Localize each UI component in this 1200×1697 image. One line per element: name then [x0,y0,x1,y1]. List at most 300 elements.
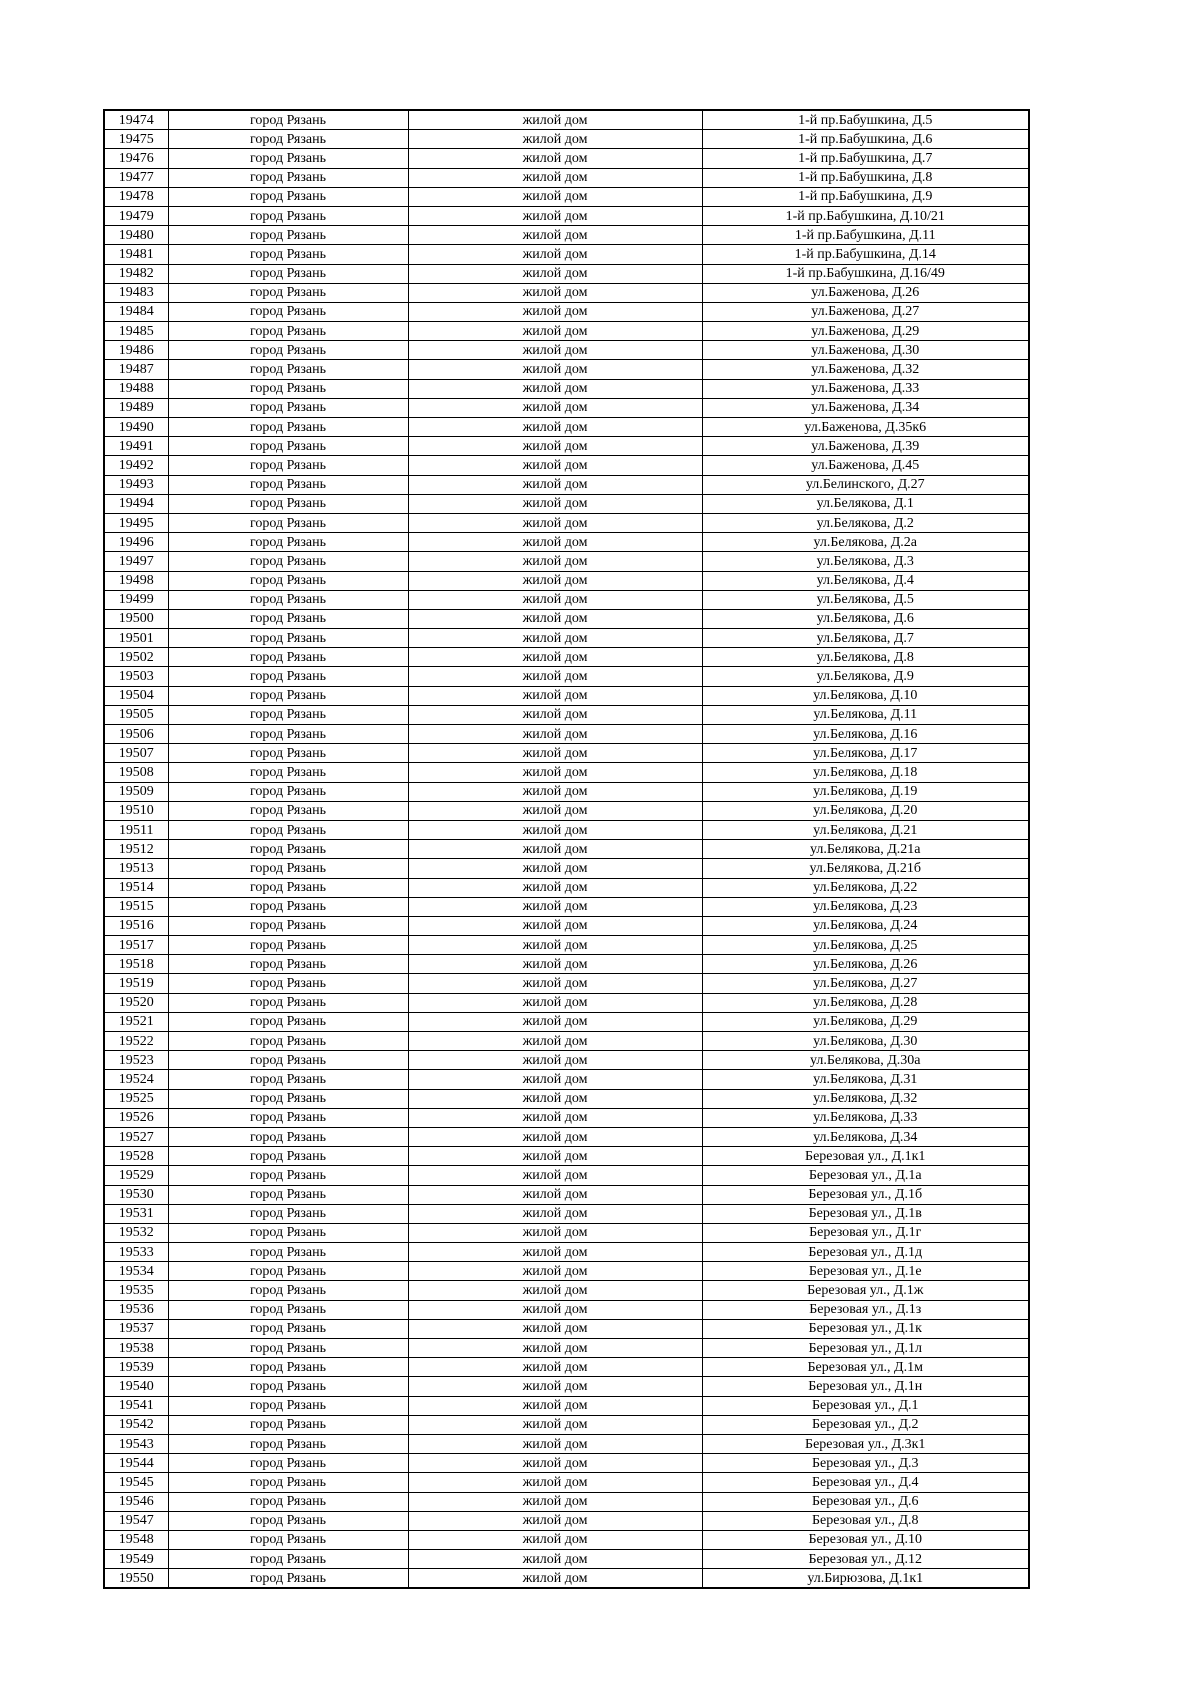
address-cell: Березовая ул., Д.1а [702,1166,1029,1185]
city-cell: город Рязань [168,1070,408,1089]
table-row [104,667,1029,686]
table-row [104,859,1029,878]
address-cell: 1-й пр.Бабушкина, Д.5 [702,110,1029,130]
row-number-cell: 19532 [104,1223,168,1242]
row-number-cell: 19538 [104,1339,168,1358]
address-cell: ул.Баженова, Д.27 [702,302,1029,321]
city-cell: город Рязань [168,1223,408,1242]
building-type-cell: жилой дом [408,149,702,168]
city-cell: город Рязань [168,801,408,820]
row-number-cell: 19527 [104,1127,168,1146]
city-cell: город Рязань [168,168,408,187]
building-type-cell: жилой дом [408,264,702,283]
building-type-cell: жилой дом [408,744,702,763]
building-type-cell: жилой дом [408,1415,702,1434]
row-number-cell: 19501 [104,629,168,648]
table-row [104,840,1029,859]
table-row [104,936,1029,955]
row-number-cell: 19513 [104,859,168,878]
table-row [104,1166,1029,1185]
city-cell: город Рязань [168,878,408,897]
row-number-cell: 19493 [104,475,168,494]
row-number-cell: 19503 [104,667,168,686]
building-type-cell: жилой дом [408,705,702,724]
city-cell: город Рязань [168,609,408,628]
building-type-cell: жилой дом [408,379,702,398]
city-cell: город Рязань [168,1185,408,1204]
table-row [104,820,1029,839]
row-number-cell: 19515 [104,897,168,916]
row-number-cell: 19528 [104,1147,168,1166]
address-cell: 1-й пр.Бабушкина, Д.16/49 [702,264,1029,283]
table-row [104,1070,1029,1089]
row-number-cell: 19489 [104,398,168,417]
table-row [104,1569,1029,1589]
table-row [104,1243,1029,1262]
address-cell: ул.Белинского, Д.27 [702,475,1029,494]
table-row [104,1147,1029,1166]
building-type-cell: жилой дом [408,993,702,1012]
row-number-cell: 19481 [104,245,168,264]
row-number-cell: 19482 [104,264,168,283]
row-number-cell: 19522 [104,1032,168,1051]
row-number-cell: 19485 [104,322,168,341]
row-number-cell: 19523 [104,1051,168,1070]
city-cell: город Рязань [168,955,408,974]
city-cell: город Рязань [168,686,408,705]
table-row [104,1415,1029,1434]
table-row [104,264,1029,283]
city-cell: город Рязань [168,820,408,839]
table-row [104,1300,1029,1319]
building-type-cell: жилой дом [408,629,702,648]
address-cell: ул.Баженова, Д.26 [702,283,1029,302]
row-number-cell: 19520 [104,993,168,1012]
table-row [104,1262,1029,1281]
address-cell: ул.Белякова, Д.16 [702,725,1029,744]
city-cell: город Рязань [168,1454,408,1473]
city-cell: город Рязань [168,513,408,532]
building-type-cell: жилой дом [408,763,702,782]
address-cell: ул.Белякова, Д.21 [702,820,1029,839]
table-row [104,360,1029,379]
address-cell: ул.Баженова, Д.35к6 [702,418,1029,437]
address-cell: 1-й пр.Бабушкина, Д.9 [702,187,1029,206]
table-row [104,130,1029,149]
address-cell: Березовая ул., Д.2 [702,1415,1029,1434]
table-row [104,513,1029,532]
row-number-cell: 19480 [104,226,168,245]
address-cell: Березовая ул., Д.1г [702,1223,1029,1242]
building-type-cell: жилой дом [408,226,702,245]
row-number-cell: 19507 [104,744,168,763]
table-row [104,1454,1029,1473]
row-number-cell: 19529 [104,1166,168,1185]
table-row [104,494,1029,513]
city-cell: город Рязань [168,418,408,437]
building-type-cell: жилой дом [408,686,702,705]
building-type-cell: жилой дом [408,1012,702,1031]
table-row [104,283,1029,302]
building-type-cell: жилой дом [408,1281,702,1300]
city-cell: город Рязань [168,1339,408,1358]
city-cell: город Рязань [168,916,408,935]
table-row [104,1377,1029,1396]
table-row [104,1319,1029,1338]
building-type-cell: жилой дом [408,437,702,456]
row-number-cell: 19483 [104,283,168,302]
city-cell: город Рязань [168,782,408,801]
table-row [104,1530,1029,1549]
row-number-cell: 19488 [104,379,168,398]
table-row [104,226,1029,245]
address-cell: ул.Белякова, Д.27 [702,974,1029,993]
address-cell: ул.Белякова, Д.5 [702,590,1029,609]
building-type-cell: жилой дом [408,974,702,993]
city-cell: город Рязань [168,322,408,341]
building-type-cell: жилой дом [408,187,702,206]
building-type-cell: жилой дом [408,571,702,590]
row-number-cell: 19506 [104,725,168,744]
city-cell: город Рязань [168,398,408,417]
address-cell: ул.Белякова, Д.9 [702,667,1029,686]
row-number-cell: 19537 [104,1319,168,1338]
city-cell: город Рязань [168,936,408,955]
table-row [104,341,1029,360]
table-row [104,187,1029,206]
building-type-cell: жилой дом [408,878,702,897]
address-cell: Березовая ул., Д.1б [702,1185,1029,1204]
address-cell: 1-й пр.Бабушкина, Д.8 [702,168,1029,187]
building-type-cell: жилой дом [408,245,702,264]
building-type-cell: жилой дом [408,341,702,360]
city-cell: город Рязань [168,206,408,225]
address-cell: ул.Белякова, Д.22 [702,878,1029,897]
table-body [104,110,1029,1588]
row-number-cell: 19492 [104,456,168,475]
table-row [104,571,1029,590]
city-cell: город Рязань [168,1204,408,1223]
table-row [104,245,1029,264]
city-cell: город Рязань [168,302,408,321]
city-cell: город Рязань [168,1147,408,1166]
address-cell: ул.Белякова, Д.7 [702,629,1029,648]
city-cell: город Рязань [168,1377,408,1396]
city-cell: город Рязань [168,1051,408,1070]
row-number-cell: 19497 [104,552,168,571]
city-cell: город Рязань [168,1415,408,1434]
table-row [104,1223,1029,1242]
building-type-cell: жилой дом [408,1127,702,1146]
city-cell: город Рязань [168,571,408,590]
row-number-cell: 19500 [104,609,168,628]
building-type-cell: жилой дом [408,283,702,302]
row-number-cell: 19530 [104,1185,168,1204]
row-number-cell: 19499 [104,590,168,609]
building-type-cell: жилой дом [408,667,702,686]
building-type-cell: жилой дом [408,513,702,532]
city-cell: город Рязань [168,1319,408,1338]
address-cell: ул.Белякова, Д.21а [702,840,1029,859]
building-type-cell: жилой дом [408,1492,702,1511]
row-number-cell: 19486 [104,341,168,360]
city-cell: город Рязань [168,552,408,571]
row-number-cell: 19509 [104,782,168,801]
building-type-cell: жилой дом [408,859,702,878]
table-row [104,1358,1029,1377]
city-cell: город Рязань [168,1396,408,1415]
table-row [104,110,1029,130]
city-cell: город Рязань [168,437,408,456]
table-row [104,168,1029,187]
row-number-cell: 19478 [104,187,168,206]
address-cell: ул.Баженова, Д.39 [702,437,1029,456]
city-cell: город Рязань [168,590,408,609]
table-row [104,1108,1029,1127]
address-cell: ул.Белякова, Д.2 [702,513,1029,532]
building-type-cell: жилой дом [408,782,702,801]
address-cell: Березовая ул., Д.4 [702,1473,1029,1492]
row-number-cell: 19521 [104,1012,168,1031]
row-number-cell: 19476 [104,149,168,168]
table-row [104,206,1029,225]
city-cell: город Рязань [168,1569,408,1589]
city-cell: город Рязань [168,1300,408,1319]
table-row [104,705,1029,724]
building-type-cell: жилой дом [408,533,702,552]
row-number-cell: 19477 [104,168,168,187]
city-cell: город Рязань [168,226,408,245]
table-row [104,609,1029,628]
address-cell: ул.Белякова, Д.8 [702,648,1029,667]
building-type-cell: жилой дом [408,1032,702,1051]
row-number-cell: 19491 [104,437,168,456]
table-row [104,1185,1029,1204]
address-cell: 1-й пр.Бабушкина, Д.14 [702,245,1029,264]
building-type-cell: жилой дом [408,552,702,571]
city-cell: город Рязань [168,360,408,379]
table-row [104,322,1029,341]
city-cell: город Рязань [168,1127,408,1146]
city-cell: город Рязань [168,187,408,206]
building-type-cell: жилой дом [408,1454,702,1473]
building-type-cell: жилой дом [408,360,702,379]
building-type-cell: жилой дом [408,1358,702,1377]
building-type-cell: жилой дом [408,1511,702,1530]
building-type-cell: жилой дом [408,1339,702,1358]
row-number-cell: 19543 [104,1434,168,1453]
address-cell: Березовая ул., Д.1в [702,1204,1029,1223]
row-number-cell: 19541 [104,1396,168,1415]
table-row [104,1550,1029,1569]
city-cell: город Рязань [168,1243,408,1262]
city-cell: город Рязань [168,974,408,993]
city-cell: город Рязань [168,110,408,130]
address-cell: 1-й пр.Бабушкина, Д.10/21 [702,206,1029,225]
row-number-cell: 19539 [104,1358,168,1377]
address-cell: ул.Белякова, Д.17 [702,744,1029,763]
address-cell: ул.Белякова, Д.3 [702,552,1029,571]
address-cell: ул.Белякова, Д.34 [702,1127,1029,1146]
building-type-cell: жилой дом [408,1530,702,1549]
address-cell: Березовая ул., Д.1л [702,1339,1029,1358]
table-row [104,725,1029,744]
city-cell: город Рязань [168,667,408,686]
city-cell: город Рязань [168,1358,408,1377]
building-type-cell: жилой дом [408,840,702,859]
table-row [104,878,1029,897]
table-row [104,590,1029,609]
building-type-cell: жилой дом [408,936,702,955]
row-number-cell: 19518 [104,955,168,974]
building-type-cell: жилой дом [408,648,702,667]
address-cell: ул.Баженова, Д.33 [702,379,1029,398]
table-row [104,648,1029,667]
address-cell: Березовая ул., Д.3к1 [702,1434,1029,1453]
table-row [104,897,1029,916]
address-cell: ул.Белякова, Д.23 [702,897,1029,916]
row-number-cell: 19504 [104,686,168,705]
row-number-cell: 19475 [104,130,168,149]
table-row [104,686,1029,705]
city-cell: город Рязань [168,533,408,552]
address-cell: Березовая ул., Д.1н [702,1377,1029,1396]
address-cell: ул.Белякова, Д.24 [702,916,1029,935]
row-number-cell: 19534 [104,1262,168,1281]
address-table [103,109,1030,1589]
row-number-cell: 19510 [104,801,168,820]
row-number-cell: 19490 [104,418,168,437]
city-cell: город Рязань [168,149,408,168]
building-type-cell: жилой дом [408,820,702,839]
building-type-cell: жилой дом [408,1550,702,1569]
city-cell: город Рязань [168,1089,408,1108]
address-cell: Березовая ул., Д.1к [702,1319,1029,1338]
city-cell: город Рязань [168,1032,408,1051]
address-cell: ул.Баженова, Д.30 [702,341,1029,360]
row-number-cell: 19508 [104,763,168,782]
address-cell: 1-й пр.Бабушкина, Д.11 [702,226,1029,245]
row-number-cell: 19494 [104,494,168,513]
city-cell: город Рязань [168,859,408,878]
building-type-cell: жилой дом [408,609,702,628]
row-number-cell: 19517 [104,936,168,955]
address-cell: Березовая ул., Д.1з [702,1300,1029,1319]
row-number-cell: 19548 [104,1530,168,1549]
address-cell: ул.Белякова, Д.30 [702,1032,1029,1051]
address-cell: ул.Белякова, Д.30а [702,1051,1029,1070]
city-cell: город Рязань [168,283,408,302]
building-type-cell: жилой дом [408,1396,702,1415]
address-cell: Березовая ул., Д.12 [702,1550,1029,1569]
city-cell: город Рязань [168,1281,408,1300]
table-row [104,1473,1029,1492]
table-row [104,629,1029,648]
table-row [104,1434,1029,1453]
building-type-cell: жилой дом [408,1185,702,1204]
city-cell: город Рязань [168,744,408,763]
table-row [104,744,1029,763]
address-cell: ул.Белякова, Д.21б [702,859,1029,878]
table-row [104,1051,1029,1070]
building-type-cell: жилой дом [408,1051,702,1070]
building-type-cell: жилой дом [408,1223,702,1242]
city-cell: город Рязань [168,1262,408,1281]
row-number-cell: 19544 [104,1454,168,1473]
address-cell: ул.Баженова, Д.45 [702,456,1029,475]
building-type-cell: жилой дом [408,1569,702,1589]
address-cell: Березовая ул., Д.1е [702,1262,1029,1281]
row-number-cell: 19519 [104,974,168,993]
building-type-cell: жилой дом [408,418,702,437]
table-row [104,1339,1029,1358]
row-number-cell: 19549 [104,1550,168,1569]
row-number-cell: 19474 [104,110,168,130]
building-type-cell: жилой дом [408,590,702,609]
table-row [104,763,1029,782]
address-cell: ул.Бирюзова, Д.1к1 [702,1569,1029,1589]
row-number-cell: 19502 [104,648,168,667]
table-row [104,149,1029,168]
row-number-cell: 19542 [104,1415,168,1434]
table-row [104,302,1029,321]
row-number-cell: 19540 [104,1377,168,1396]
row-number-cell: 19512 [104,840,168,859]
city-cell: город Рязань [168,1012,408,1031]
row-number-cell: 19545 [104,1473,168,1492]
building-type-cell: жилой дом [408,955,702,974]
row-number-cell: 19514 [104,878,168,897]
row-number-cell: 19487 [104,360,168,379]
address-cell: 1-й пр.Бабушкина, Д.6 [702,130,1029,149]
city-cell: город Рязань [168,475,408,494]
city-cell: город Рязань [168,840,408,859]
address-cell: ул.Белякова, Д.2а [702,533,1029,552]
table-row [104,782,1029,801]
row-number-cell: 19536 [104,1300,168,1319]
address-cell: Березовая ул., Д.6 [702,1492,1029,1511]
building-type-cell: жилой дом [408,1089,702,1108]
address-cell: ул.Белякова, Д.32 [702,1089,1029,1108]
row-number-cell: 19495 [104,513,168,532]
city-cell: город Рязань [168,705,408,724]
building-type-cell: жилой дом [408,1147,702,1166]
building-type-cell: жилой дом [408,456,702,475]
building-type-cell: жилой дом [408,1300,702,1319]
building-type-cell: жилой дом [408,322,702,341]
table-row [104,552,1029,571]
building-type-cell: жилой дом [408,1262,702,1281]
table-row [104,475,1029,494]
city-cell: город Рязань [168,264,408,283]
row-number-cell: 19533 [104,1243,168,1262]
city-cell: город Рязань [168,456,408,475]
table-row [104,437,1029,456]
row-number-cell: 19505 [104,705,168,724]
address-cell: Березовая ул., Д.1д [702,1243,1029,1262]
row-number-cell: 19484 [104,302,168,321]
city-cell: город Рязань [168,1473,408,1492]
row-number-cell: 19525 [104,1089,168,1108]
address-cell: Березовая ул., Д.10 [702,1530,1029,1549]
city-cell: город Рязань [168,1108,408,1127]
table-row [104,379,1029,398]
row-number-cell: 19524 [104,1070,168,1089]
row-number-cell: 19479 [104,206,168,225]
building-type-cell: жилой дом [408,801,702,820]
building-type-cell: жилой дом [408,1204,702,1223]
table-row [104,1396,1029,1415]
